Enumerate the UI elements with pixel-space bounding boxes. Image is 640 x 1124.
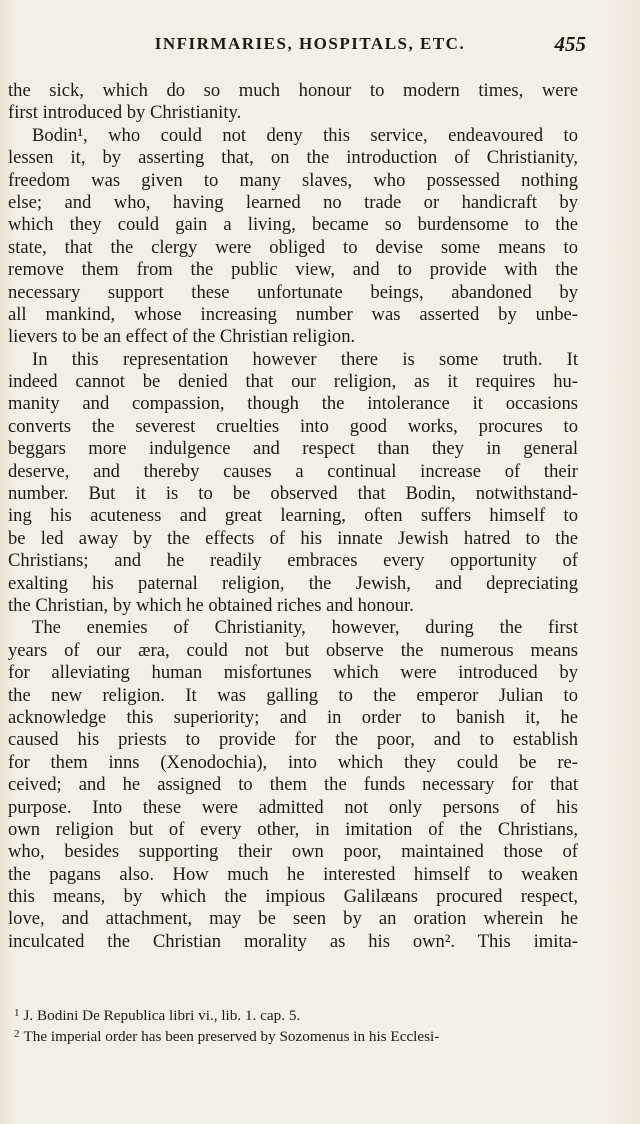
text-line: else; and who, having learned no trade or handicraft by xyxy=(8,191,578,213)
text-line: beggars more indulgence and respect than they in general xyxy=(8,438,578,460)
text-line: state, that the clergy were obliged to devise some means to xyxy=(8,236,578,258)
text-line: lievers to be an effect of the Christian religion. xyxy=(8,326,356,348)
text-line: deserve, and thereby causes a continual increase of their xyxy=(8,460,578,482)
footnote-mark: 1 xyxy=(14,1007,20,1019)
text-line: Christians; and he readily embraces every opportunity of xyxy=(8,550,578,572)
footnote-text: J. Bodini De Republica libri vi., lib. 1. cap. 5. xyxy=(23,1007,301,1024)
text-line: necessary support these unfortunate beings, abandoned by xyxy=(8,281,578,303)
text-line: manity and compassion, though the intolerance it occasions xyxy=(8,393,578,415)
text-line: the sick, which do so much honour to modern times, were xyxy=(8,80,578,101)
footnote xyxy=(14,1025,574,1046)
text-line: freedom was given to many slaves, who possessed nothing xyxy=(8,169,578,191)
text-line: indeed cannot be denied that our religion, as it requires hu- xyxy=(8,371,578,393)
text-line: years of our æra, could not but observe the numerous means xyxy=(8,639,578,661)
text-line: love, and attachment, may be seen by an oration wherein he xyxy=(8,908,578,930)
text-line: lessen it, by asserting that, on the introduction of Christianity, xyxy=(8,147,578,169)
text-line: for them inns (Xenodochia), into which they could be re- xyxy=(8,751,578,773)
text-line: converts the severest cruelties into good works, procures to xyxy=(8,415,578,437)
text-line: ceived; and he assigned to them the funds necessary for that xyxy=(8,774,578,796)
text-line: acknowledge this superiority; and in order to banish it, he xyxy=(8,706,578,728)
footnote-text: The imperial order has been preserved by Sozomenus in his Ecclesi- xyxy=(23,1028,440,1045)
text-line: own religion but of every other, in imitation of the Christians, xyxy=(8,818,578,840)
text-line: the Christian, by which he obtained riches and honour. xyxy=(8,594,414,616)
text-line: In this representation however there is some truth. It xyxy=(32,348,578,370)
text-line: be led away by the effects of his innate Jewish hatred to the xyxy=(8,527,578,549)
text-line: remove them from the public view, and to provide with the xyxy=(8,259,578,281)
text-line: who, besides supporting their own poor, maintained those of xyxy=(8,841,578,863)
page-number: 455 xyxy=(554,32,586,56)
text-line: inculcated the Christian morality as his own². This imita- xyxy=(8,930,578,952)
text-line: caused his priests to provide for the poor, and to establish xyxy=(8,729,578,751)
text-line: first introduced by Christianity. xyxy=(8,102,242,124)
running-title: INFIRMARIES, HOSPITALS, ETC. xyxy=(154,34,466,53)
text-line: ing his acuteness and great learning, often suffers himself to xyxy=(8,505,578,527)
footnotes xyxy=(14,1004,574,1046)
text-line: which they could gain a living, became so burdensome to the xyxy=(8,214,578,236)
running-head xyxy=(0,34,640,64)
text-line: all mankind, whose increasing number was asserted by unbe- xyxy=(8,303,578,325)
text-line: this means, by which the impious Galilæans procured respect, xyxy=(8,886,578,908)
text-line: purpose. Into these were admitted not only persons of his xyxy=(8,796,578,818)
text-line: the pagans also. How much he interested himself to weaken xyxy=(8,863,578,885)
body-text xyxy=(8,80,578,953)
footnote-mark: 2 xyxy=(14,1028,20,1040)
text-line: number. But it is to be observed that Bodin, notwithstand- xyxy=(8,483,578,505)
text-line: The enemies of Christianity, however, during the first xyxy=(32,617,578,639)
text-line: Bodin¹, who could not deny this service, endeavoured to xyxy=(32,124,578,146)
text-line: exalting his paternal religion, the Jewish, and depreciating xyxy=(8,572,578,594)
footnote xyxy=(14,1004,574,1025)
text-line: for alleviating human misfortunes which were introduced by xyxy=(8,662,578,684)
text-line: the new religion. It was galling to the emperor Julian to xyxy=(8,684,578,706)
